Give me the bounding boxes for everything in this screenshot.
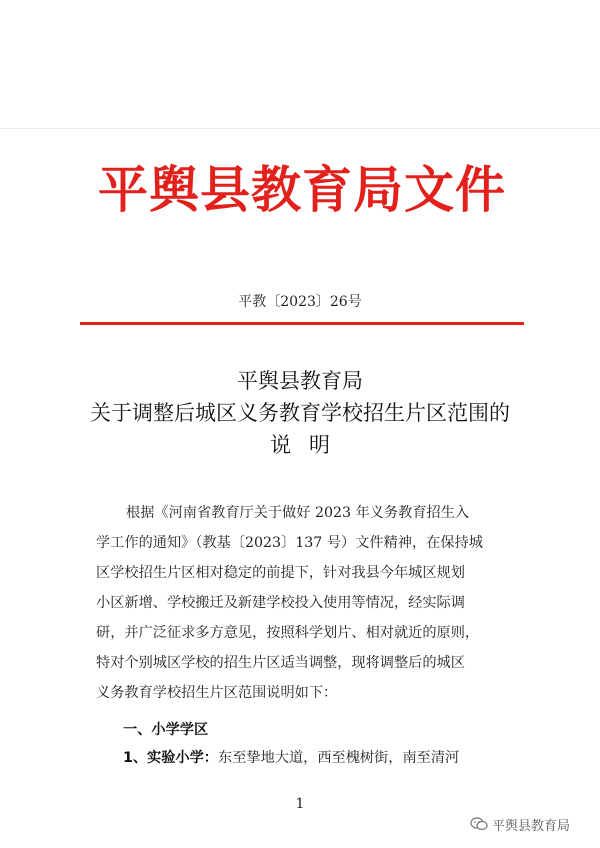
title-line-3: 说明 [270, 433, 348, 457]
document-number: 平教〔2023〕26号 [238, 294, 362, 310]
document-title [0, 365, 600, 461]
wechat-icon [470, 817, 488, 831]
body-line: 义务教育学校招生片区范围说明如下： [96, 685, 338, 701]
item-label: 1、实验小学： [123, 750, 218, 766]
body-line: 根据《河南省教育厅关于做好 2023 年义务教育招生入 [126, 505, 470, 521]
body-line: 研，并广泛征求多方意见，按照科学划片、相对就近的原则， [96, 625, 480, 641]
body-line: 区学校招生片区相对稳定的前提下，针对我县今年城区规划 [96, 565, 465, 581]
body-line: 小区新增、学校搬迁及新建学校投入使用等情况，经实际调 [96, 595, 465, 611]
scan-edge-line [0, 128, 600, 129]
section-heading: 一、小学学区 [123, 722, 209, 738]
red-header-title: 平舆县教育局文件 [98, 160, 506, 219]
body-line: 学工作的通知》（教基〔2023〕137 号）文件精神，在保持城 [96, 535, 483, 551]
body-line: 特对个别城区学校的招生片区适当调整，现将调整后的城区 [96, 655, 465, 671]
wechat-watermark [470, 813, 570, 835]
title-line-2: 关于调整后城区义务教育学校招生片区范围的 [90, 401, 510, 425]
red-divider-line [80, 322, 524, 325]
blank-scan-margin [0, 0, 600, 128]
body-paragraph [96, 498, 508, 708]
page-number: 1 [295, 796, 305, 812]
item-text: 东至挚地大道，西至槐树街，南至清河 [218, 750, 460, 766]
list-item [123, 746, 459, 770]
title-line-1: 平舆县教育局 [237, 369, 363, 393]
watermark-text: 平舆县教育局 [492, 818, 571, 834]
